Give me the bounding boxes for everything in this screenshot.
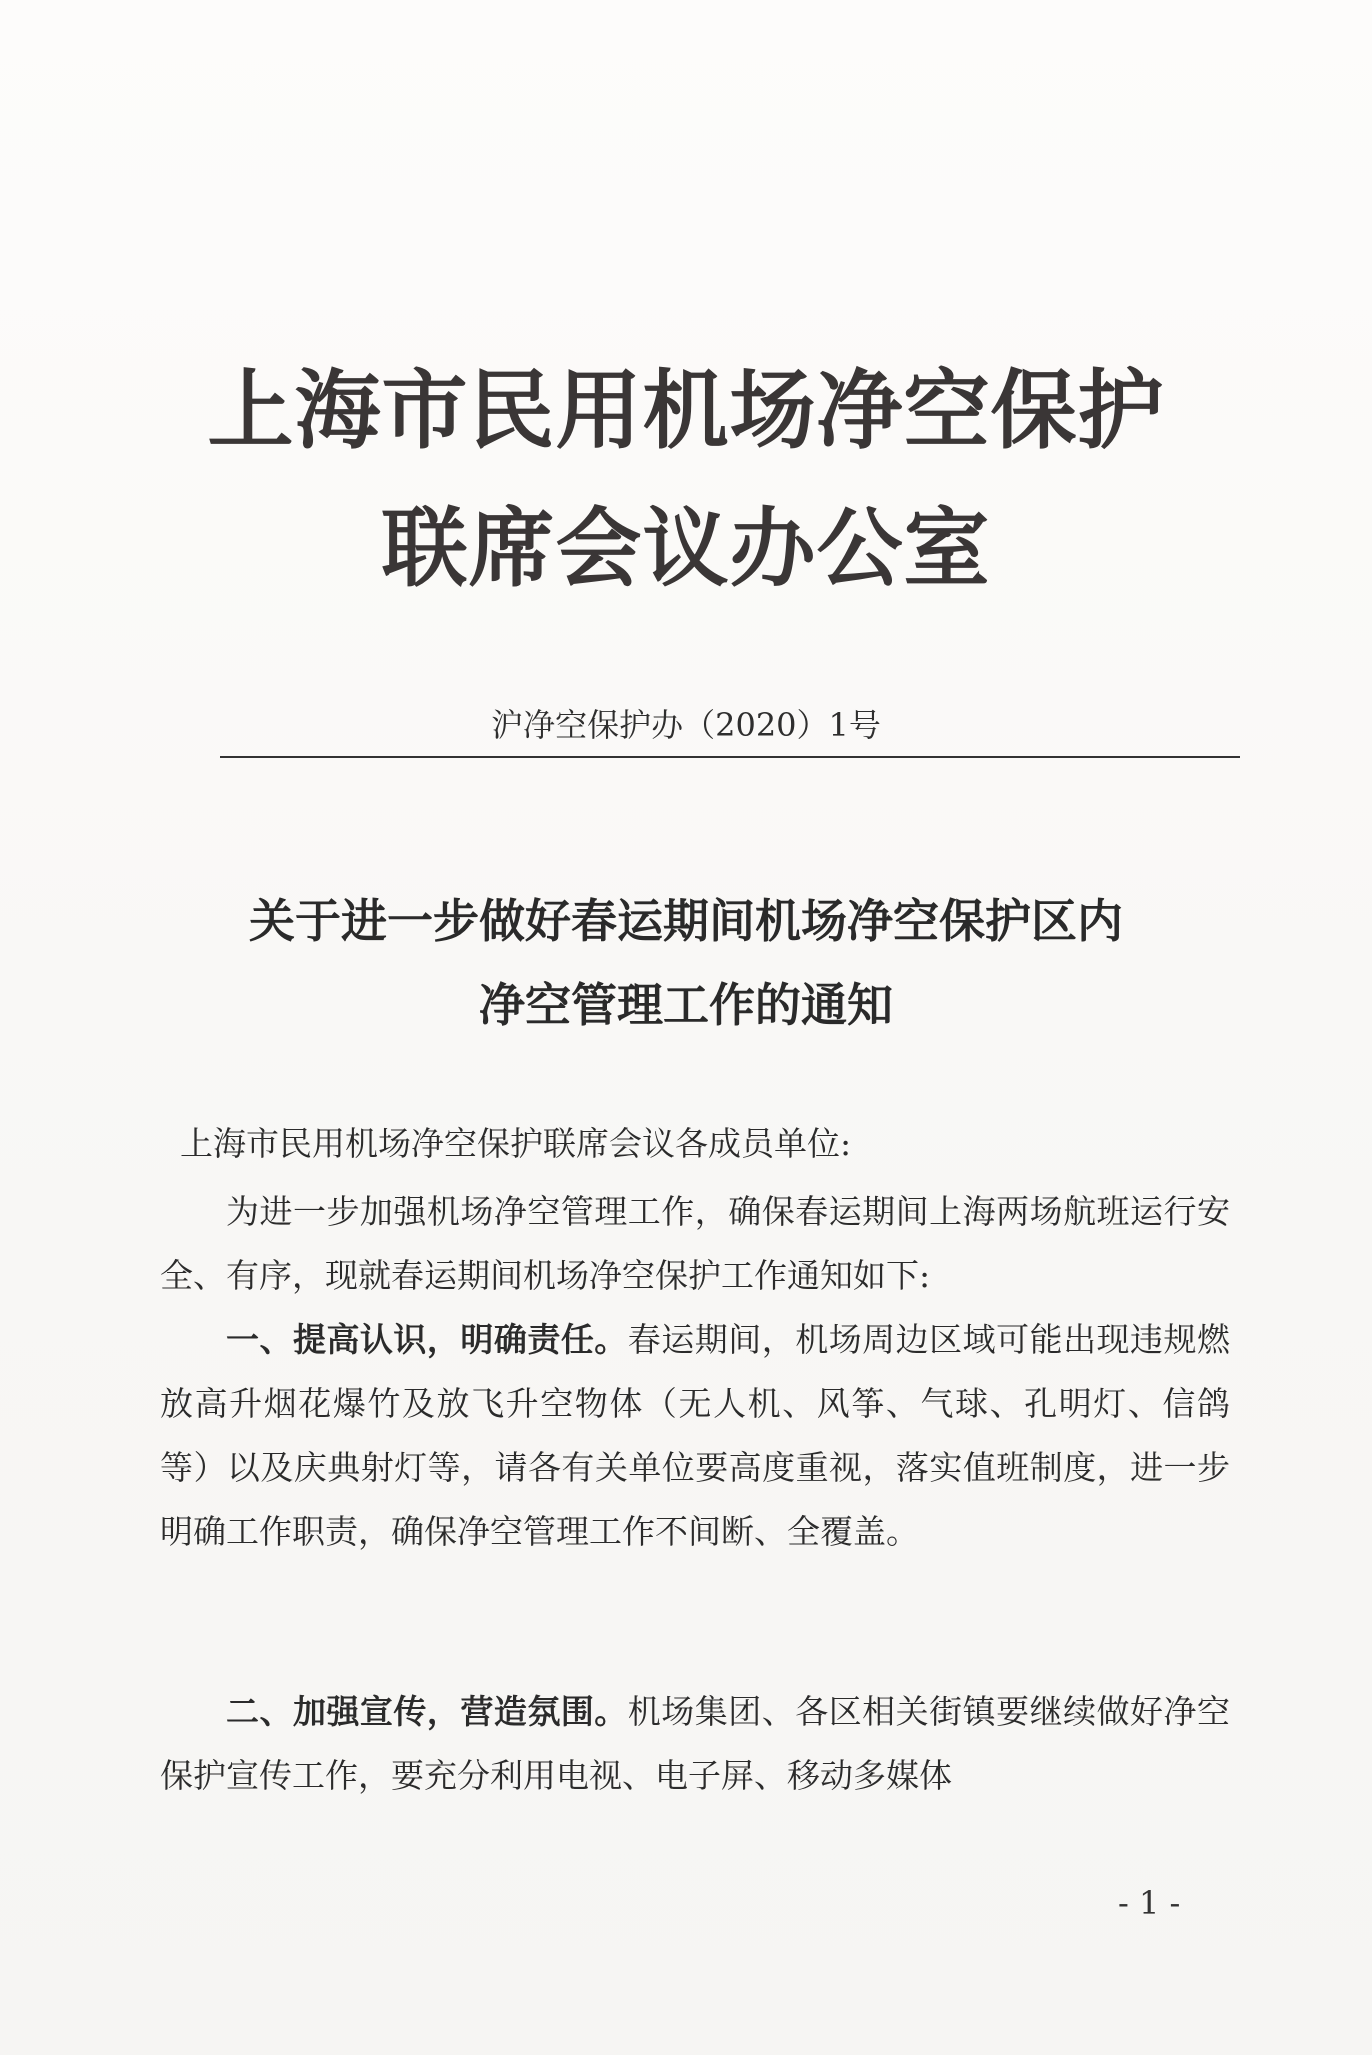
section-2-heading: 二、加强宣传，营造氛围。 xyxy=(226,1692,628,1731)
document-number: 沪净空保护办（2020）1号 xyxy=(491,706,881,744)
addressee: 上海市民用机场净空保护联席会议各成员单位: xyxy=(180,1124,852,1163)
section-2-paragraph xyxy=(160,1680,1230,1808)
section-1-paragraph xyxy=(160,1308,1230,1564)
section-2 xyxy=(160,1680,1230,1808)
notice-title-line1: 关于进一步做好春运期间机场净空保护区内 xyxy=(249,894,1123,948)
notice-title-line2: 净空管理工作的通知 xyxy=(479,978,893,1032)
section-2-body: 机场集团、各区相关街镇要继续做好净空保护宣传工作，要充分利用电视、电子屏、移动多媒体 xyxy=(160,1692,1231,1795)
section-1-heading: 一、提高认识，明确责任。 xyxy=(226,1320,628,1359)
header-divider xyxy=(220,756,1240,758)
intro-paragraph xyxy=(160,1180,1230,1308)
section-1-body: 春运期间，机场周边区域可能出现违规燃放高升烟花爆竹及放飞升空物体（无人机、风筝、气球、孔明灯、信鸽等）以及庆典射灯等，请各有关单位要高度重视，落实值班制度，进一步明确工作职责，确保净空管理工作不间断、全覆盖。 xyxy=(160,1320,1231,1551)
section-1 xyxy=(160,1308,1230,1564)
page-number: - 1 - xyxy=(1118,1884,1181,1922)
org-title-line1: 上海市民用机场净空保护 xyxy=(207,361,1165,461)
org-title-line2: 联席会议办公室 xyxy=(381,499,991,599)
intro-text: 为进一步加强机场净空管理工作，确保春运期间上海两场航班运行安全、有序，现就春运期间机场净空保护工作通知如下: xyxy=(160,1192,1230,1295)
